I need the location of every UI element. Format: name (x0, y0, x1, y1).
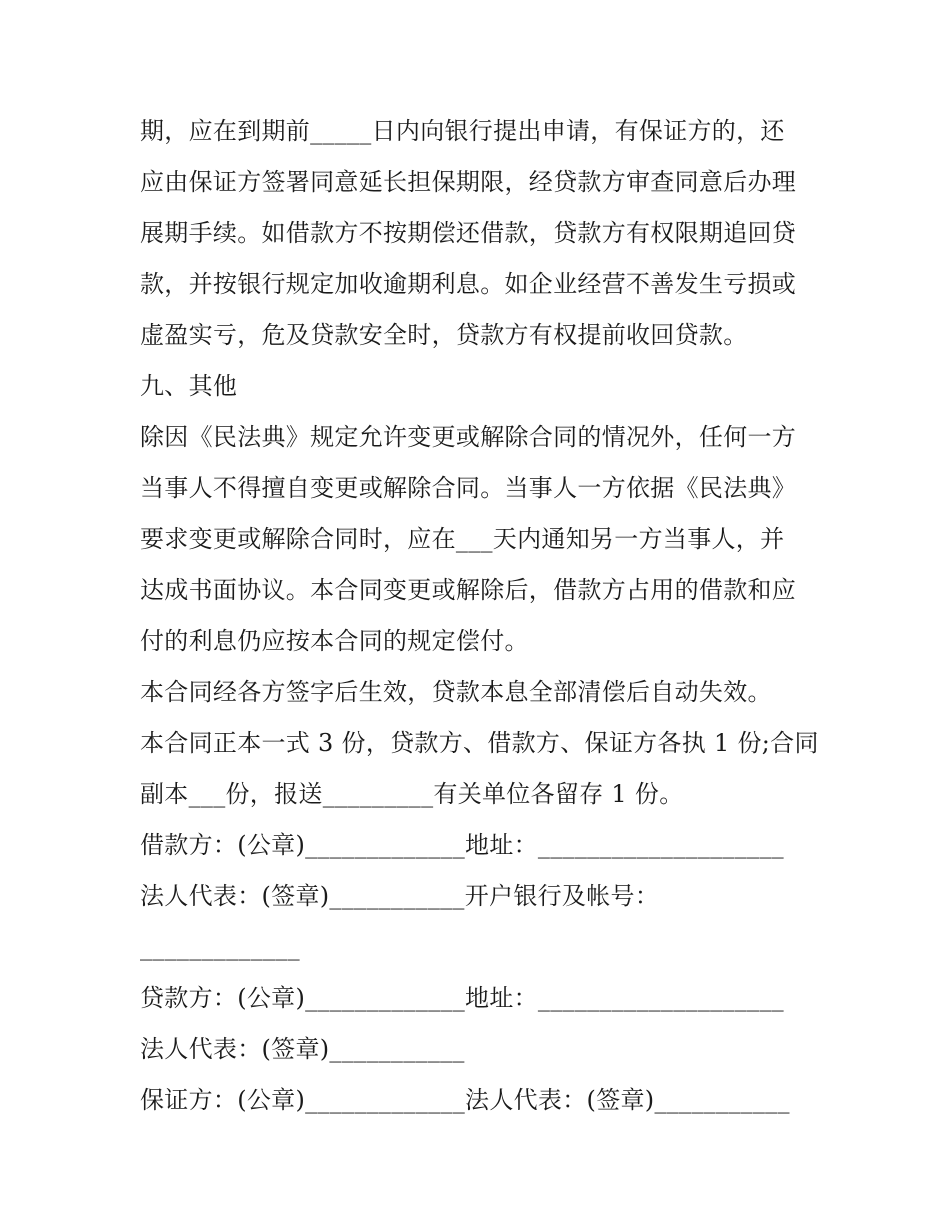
paragraph-line: 应由保证方签署同意延长担保期限，经贷款方审查同意后办理 (140, 168, 797, 196)
document-body (140, 106, 820, 1126)
signature-line-borrower-rep: 法人代表：(签章)___________开户银行及帐号： (140, 882, 660, 910)
signature-line-borrower: 借款方：(公章)_____________地址：____________________ (140, 831, 784, 859)
paragraph-line: 虚盈实亏，危及贷款安全时，贷款方有权提前收回贷款。 (140, 321, 748, 349)
signature-line-lender-rep: 法人代表：(签章)___________ (140, 1035, 465, 1063)
paragraph-line: 付的利息仍应按本合同的规定偿付。 (140, 627, 529, 655)
signature-line-lender: 贷款方：(公章)_____________地址：____________________ (140, 984, 784, 1012)
paragraph-line: 本合同经各方签字后生效，贷款本息全部清偿后自动失效。 (140, 678, 772, 706)
paragraph-line: 期，应在到期前_____日内向银行提出申请，有保证方的，还 (140, 117, 785, 145)
section-heading: 九、其他 (140, 372, 238, 400)
signature-line-guarantor: 保证方：(公章)_____________法人代表：(签章)___________ (140, 1086, 790, 1114)
paragraph-line: 款，并按银行规定加收逾期利息。如企业经营不善发生亏损或 (140, 270, 797, 298)
paragraph-line: 副本___份，报送_________有关单位各留存 1 份。 (140, 780, 684, 808)
paragraph-line: 本合同正本一式 3 份，贷款方、借款方、保证方各执 1 份;合同 (140, 729, 819, 757)
paragraph-line: 达成书面协议。本合同变更或解除后，借款方占用的借款和应 (140, 576, 797, 604)
paragraph-line: 展期手续。如借款方不按期偿还借款，贷款方有权限期追回贷 (140, 219, 797, 247)
signature-line-borrower-account: _____________ (140, 933, 300, 961)
paragraph-line: 要求变更或解除合同时，应在___天内通知另一方当事人，并 (140, 525, 785, 553)
paragraph-line: 除因《民法典》规定允许变更或解除合同的情况外，任何一方 (140, 423, 797, 451)
paragraph-line: 当事人不得擅自变更或解除合同。当事人一方依据《民法典》 (140, 474, 797, 502)
